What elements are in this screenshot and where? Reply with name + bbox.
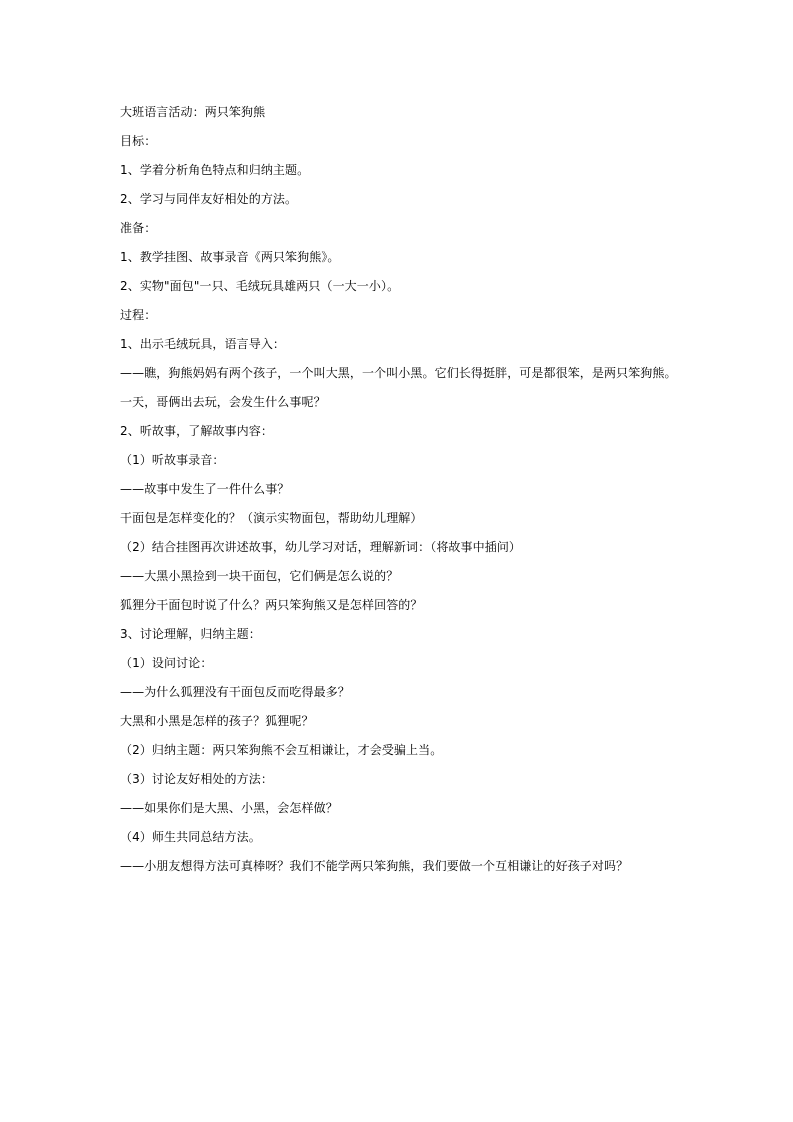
text-line: 1、学着分析角色特点和归纳主题。	[120, 163, 310, 177]
text-line: 1、出示毛绒玩具，语言导入：	[120, 337, 286, 351]
text-line: （1）听故事录音：	[120, 453, 225, 467]
text-line: （1）设问讨论：	[120, 656, 213, 670]
text-line: 过程：	[120, 308, 157, 322]
text-line: 1、教学挂图、故事录音《两只笨狗熊》。	[120, 250, 340, 264]
text-line: ——瞧，狗熊妈妈有两个孩子，一个叫大黑，一个叫小黑。它们长得挺胖，可是都很笨，是两只笨狗熊。	[120, 366, 677, 380]
text-line: 干面包是怎样变化的？（演示实物面包，帮助幼儿理解）	[120, 511, 423, 525]
text-line: 狐狸分干面包时说了什么？两只笨狗熊又是怎样回答的？	[120, 598, 423, 612]
text-line: 2、听故事，了解故事内容：	[120, 424, 273, 438]
text-line: ——故事中发生了一件什么事？	[120, 482, 290, 496]
text-line: 3、讨论理解，归纳主题：	[120, 627, 261, 641]
text-line: 目标：	[120, 134, 157, 148]
text-line: （4）师生共同总结方法。	[120, 830, 261, 844]
text-line: ——如果你们是大黑、小黑，会怎样做？	[120, 801, 338, 815]
text-line: 2、实物"面包"一只、毛绒玩具雄两只（一大一小）。	[120, 279, 400, 293]
text-line: （3）讨论友好相处的方法：	[120, 772, 273, 786]
text-line: ——为什么狐狸没有干面包反而吃得最多？	[120, 685, 350, 699]
text-line: 大黑和小黑是怎样的孩子？狐狸呢？	[120, 714, 314, 728]
text-line: 一天，哥俩出去玩，会发生什么事呢？	[120, 395, 326, 409]
text-line: ——小朋友想得方法可真棒呀？我们不能学两只笨狗熊，我们要做一个互相谦让的好孩子对吗？	[120, 859, 629, 873]
text-line: （2）结合挂图再次讲述故事，幼儿学习对话，理解新词：（将故事中插问）	[120, 540, 522, 554]
text-line: ——大黑小黑捡到一块干面包，它们俩是怎么说的？	[120, 569, 399, 583]
document-title: 大班语言活动：两只笨狗熊	[120, 105, 266, 119]
text-line: （2）归纳主题：两只笨狗熊不会互相谦让，才会受骗上当。	[120, 743, 443, 757]
text-line: 2、学习与同伴友好相处的方法。	[120, 192, 298, 206]
text-line: 准备：	[120, 221, 157, 235]
document-body	[120, 100, 680, 883]
